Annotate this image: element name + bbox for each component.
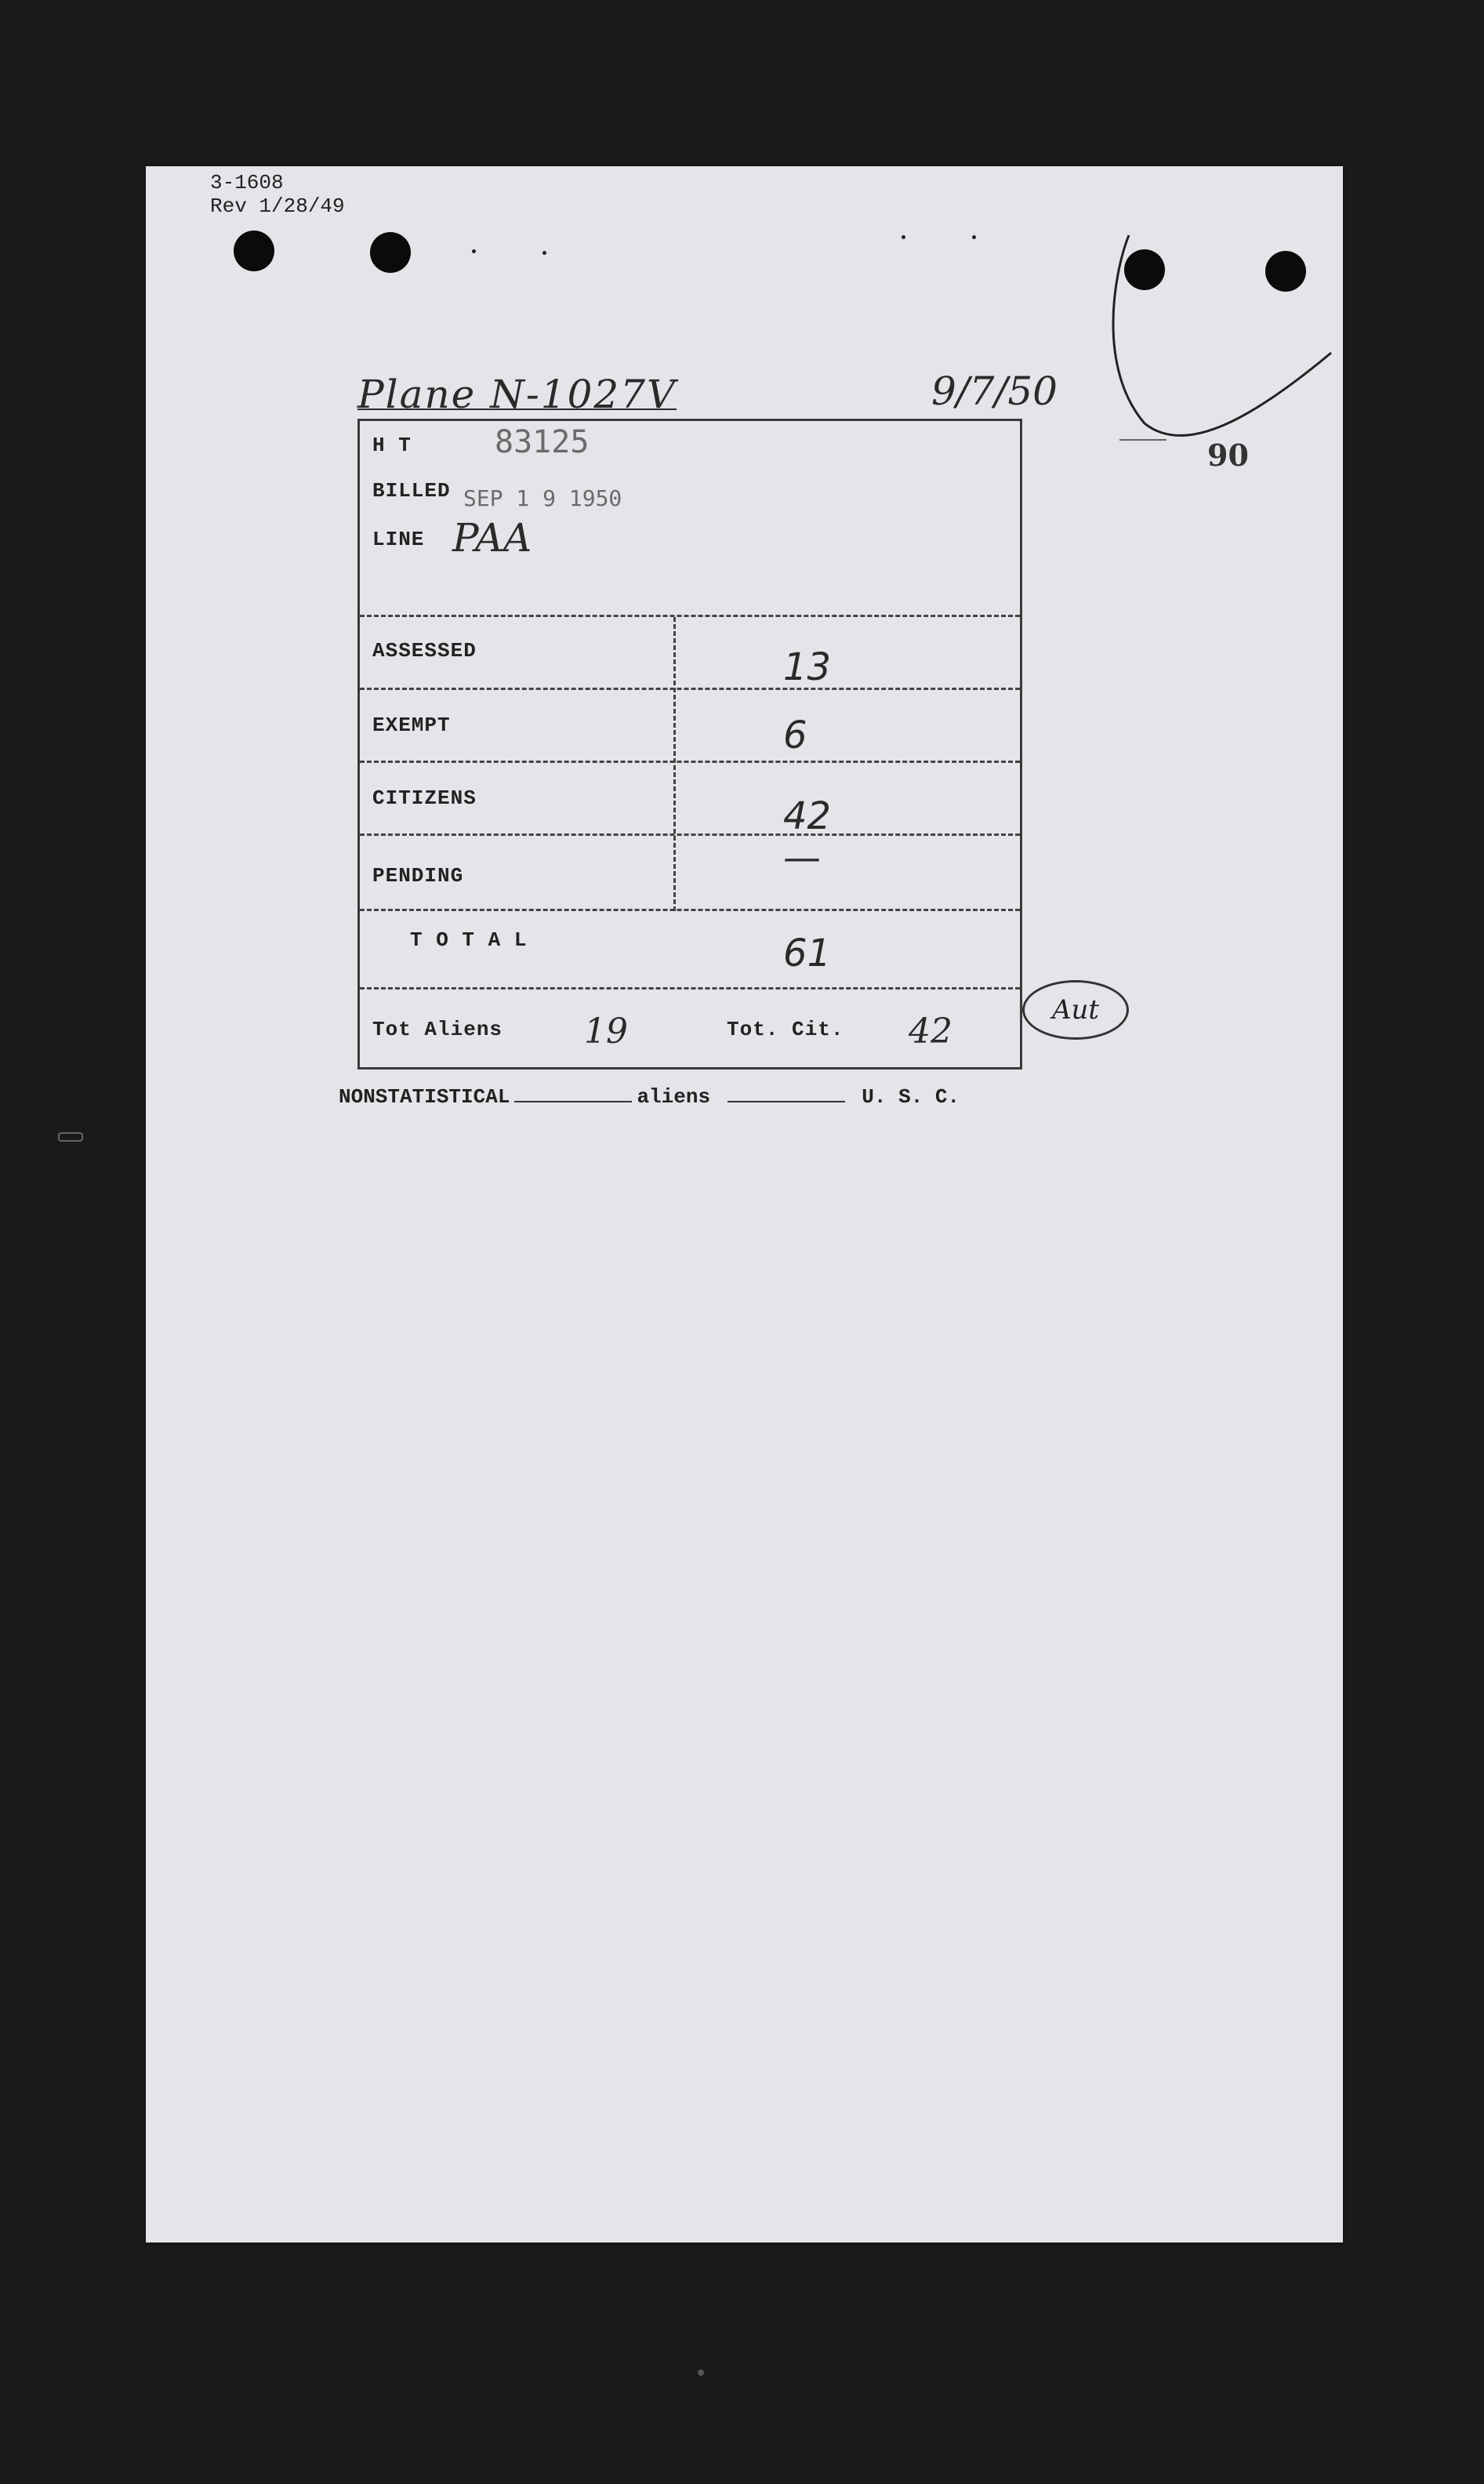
form-number <box>210 171 345 218</box>
punch-hole <box>370 232 411 273</box>
row-value: 42 <box>783 794 832 838</box>
handwritten-initials: Aut <box>1051 994 1100 1026</box>
row-value: 13 <box>783 645 832 689</box>
form-id: 3-1608 <box>210 171 284 194</box>
form-header-section <box>360 421 1020 617</box>
row-label: CITIZENS <box>372 786 477 810</box>
total-value: 61 <box>783 932 832 975</box>
total-label: T O T A L <box>410 928 528 952</box>
ht-label: H T <box>372 434 412 457</box>
edge-mark <box>58 1132 83 1142</box>
speck <box>542 251 546 255</box>
line-value: PAA <box>452 515 532 561</box>
row-label: ASSESSED <box>372 639 477 663</box>
total-row <box>360 911 1020 990</box>
tot-cit-label: Tot. Cit. <box>727 1018 844 1041</box>
ht-value: 83125 <box>495 424 590 460</box>
page-dash <box>1119 439 1167 441</box>
usc-label: U. S. C. <box>862 1085 960 1109</box>
billed-value: SEP 1 9 1950 <box>463 485 622 511</box>
nonstatistical-blank <box>514 1101 632 1102</box>
row-label: PENDING <box>372 864 464 888</box>
line-label: LINE <box>372 528 425 551</box>
aliens-blank <box>727 1101 845 1102</box>
footer-line <box>339 1085 960 1109</box>
table-row <box>360 617 1020 690</box>
count-rows <box>360 617 1020 911</box>
row-label: EXEMPT <box>372 714 451 737</box>
initials-oval <box>1022 980 1129 1040</box>
form-revision: Rev 1/28/49 <box>210 194 345 218</box>
row-value: 6 <box>783 714 807 757</box>
tot-aliens-label: Tot Aliens <box>372 1018 503 1041</box>
totals-summary-row <box>360 990 1020 1072</box>
tally-form <box>357 419 1022 1070</box>
billed-label: BILLED <box>372 479 451 503</box>
table-row <box>360 690 1020 763</box>
tot-cit-value: 42 <box>909 1011 952 1051</box>
handwritten-date: 9/7/50 <box>931 369 1058 414</box>
nonstatistical-label: NONSTATISTICAL <box>339 1085 510 1109</box>
punch-hole <box>234 231 274 271</box>
aliens-label: aliens <box>637 1085 711 1109</box>
page-number: 90 <box>1207 438 1249 473</box>
speck <box>902 235 905 239</box>
table-row <box>360 763 1020 836</box>
pen-curve-mark <box>1098 227 1333 447</box>
tot-aliens-value: 19 <box>584 1011 628 1051</box>
speck <box>972 235 976 239</box>
table-row <box>360 836 1020 911</box>
speck <box>698 2370 704 2376</box>
row-value: — <box>783 836 821 880</box>
speck <box>472 249 476 253</box>
handwritten-plane: Plane N-1027V <box>357 372 677 417</box>
